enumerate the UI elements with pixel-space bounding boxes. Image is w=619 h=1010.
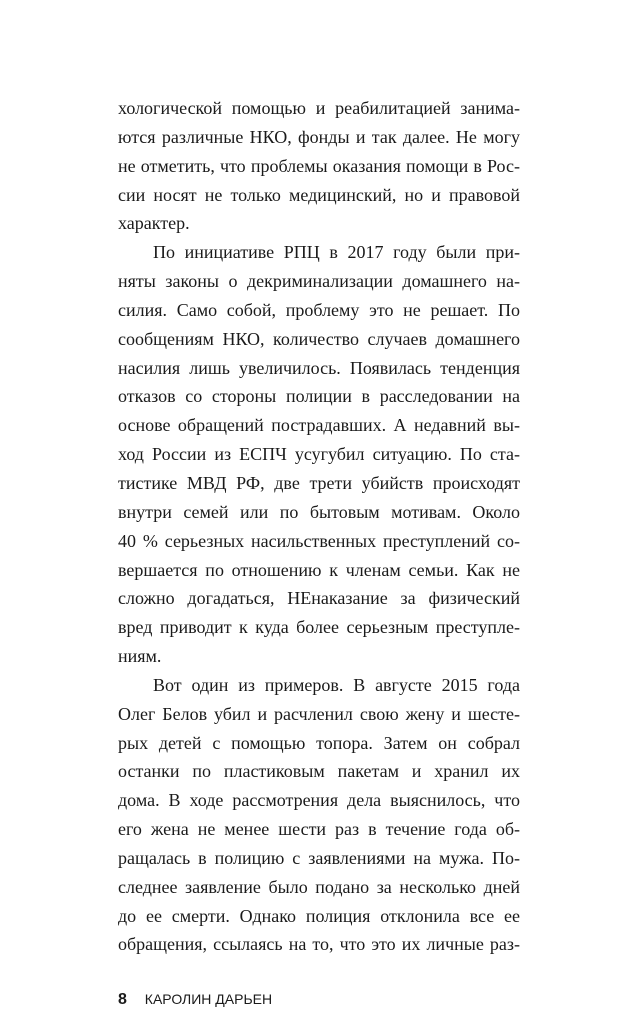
text-line: сии носят не только медицинский, но и правовой (118, 184, 520, 205)
page-content (118, 94, 520, 1010)
text-line: сообщениям НКО, количество случаев домашнего (118, 328, 520, 349)
text-line: ращалась в полицию с заявлениями на мужа. По- (118, 847, 520, 868)
text-line: вред приводит к куда более серьезным преступле- (118, 617, 520, 638)
text-line: до ее смерти. Однако полиция отклонила все ее (118, 905, 520, 926)
text-line: ются различные НКО, фонды и так далее. Не могу (118, 126, 520, 147)
text-line: хологической помощью и реабилитацией занима- (118, 98, 520, 118)
text-line: рых детей с помощью топора. Затем он собрал (118, 732, 520, 753)
text-line: Вот один из примеров. В августе 2015 года (153, 674, 520, 695)
body-text (118, 94, 520, 959)
text-line: вершается по отношению к членам семьи. Как не (118, 559, 520, 580)
text-line: обращения, ссылаясь на то, что это их личные раз- (118, 934, 520, 955)
text-line: Олег Белов убил и расчленил свою жену и шесте- (118, 703, 520, 724)
text-line: дома. В ходе рассмотрения дела выяснилось, что (118, 790, 520, 811)
text-line: основе обращений пострадавших. А недавний вы- (118, 415, 520, 436)
text-line: тистике МВД РФ, две трети убийств происходят (118, 472, 520, 493)
text-line: 40 % серьезных насильственных преступлений со- (118, 530, 520, 551)
text-line: не отметить, что проблемы оказания помощи в Рос- (118, 155, 520, 176)
text-line: няты законы о декриминализации домашнего на- (118, 271, 520, 292)
text-line: останки по пластиковым пакетам и хранил их (118, 761, 520, 782)
text-line: отказов со стороны полиции в расследовании на (118, 386, 520, 407)
text-line: внутри семей или по бытовым мотивам. Около (118, 501, 520, 522)
paragraph (118, 238, 520, 671)
text-line: характер. (118, 213, 190, 234)
paragraph (118, 94, 520, 238)
text-line: насилия лишь увеличилось. Появилась тенденция (118, 357, 520, 378)
text-line: силия. Само собой, проблему это не решает. По (118, 299, 520, 320)
text-line: ход России из ЕСПЧ усугубил ситуацию. По ста- (118, 444, 520, 465)
text-line: сложно догадаться, НЕнаказание за физический (118, 588, 520, 609)
running-author: КАРОЛИН ДАРЬЕН (144, 991, 273, 1008)
text-line: По инициативе РПЦ в 2017 году были при- (153, 242, 520, 263)
text-line: его жена не менее шести раз в течение года об- (118, 819, 520, 840)
text-line: следнее заявление было подано за несколько дней (118, 876, 520, 897)
text-line: ниям. (118, 646, 162, 667)
page-number: 8 (118, 991, 127, 1009)
paragraph (118, 671, 520, 959)
